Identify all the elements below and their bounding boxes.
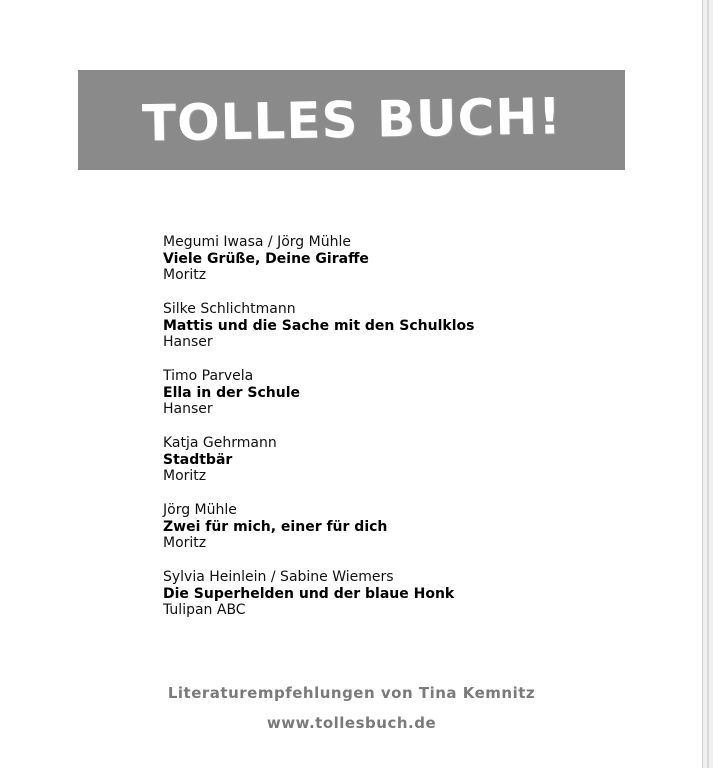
book-title: Zwei für mich, einer für dich (163, 518, 388, 535)
book-author: Sylvia Heinlein / Sabine Wiemers (163, 569, 394, 585)
book-title: Mattis und die Sache mit den Schulklos (163, 317, 475, 334)
book-author: Megumi Iwasa / Jörg Mühle (163, 234, 351, 250)
book-title: Viele Grüße, Deine Giraffe (163, 250, 369, 267)
book-publisher: Moritz (163, 468, 207, 484)
banner-title: TOLLES BUCH! (141, 87, 562, 153)
page-edge-scrollbar (702, 0, 713, 768)
book-publisher: Hanser (163, 334, 213, 350)
header-banner (78, 70, 625, 170)
book-publisher: Moritz (163, 267, 207, 283)
book-publisher: Moritz (163, 535, 207, 551)
book-author: Katja Gehrmann (163, 435, 277, 451)
book-entry (163, 234, 623, 284)
book-entry (163, 569, 623, 619)
book-entry (163, 435, 623, 485)
footer-credit: Literaturempfehlungen von Tina Kemnitz (167, 684, 536, 702)
book-entry (163, 368, 623, 418)
book-list (163, 234, 623, 636)
book-author: Timo Parvela (163, 368, 254, 384)
book-title: Stadtbär (163, 451, 233, 468)
page-edge-shade (707, 0, 709, 768)
book-publisher: Hanser (163, 401, 213, 417)
book-author: Jörg Mühle (163, 502, 237, 518)
book-entry (163, 502, 623, 552)
footer-url-link[interactable]: www.tollesbuch.de (266, 714, 437, 732)
book-entry (163, 301, 623, 351)
book-publisher: Tulipan ABC (163, 602, 246, 618)
book-title: Die Superhelden und der blaue Honk (163, 585, 455, 602)
book-author: Silke Schlichtmann (163, 301, 296, 317)
book-title: Ella in der Schule (163, 384, 301, 401)
